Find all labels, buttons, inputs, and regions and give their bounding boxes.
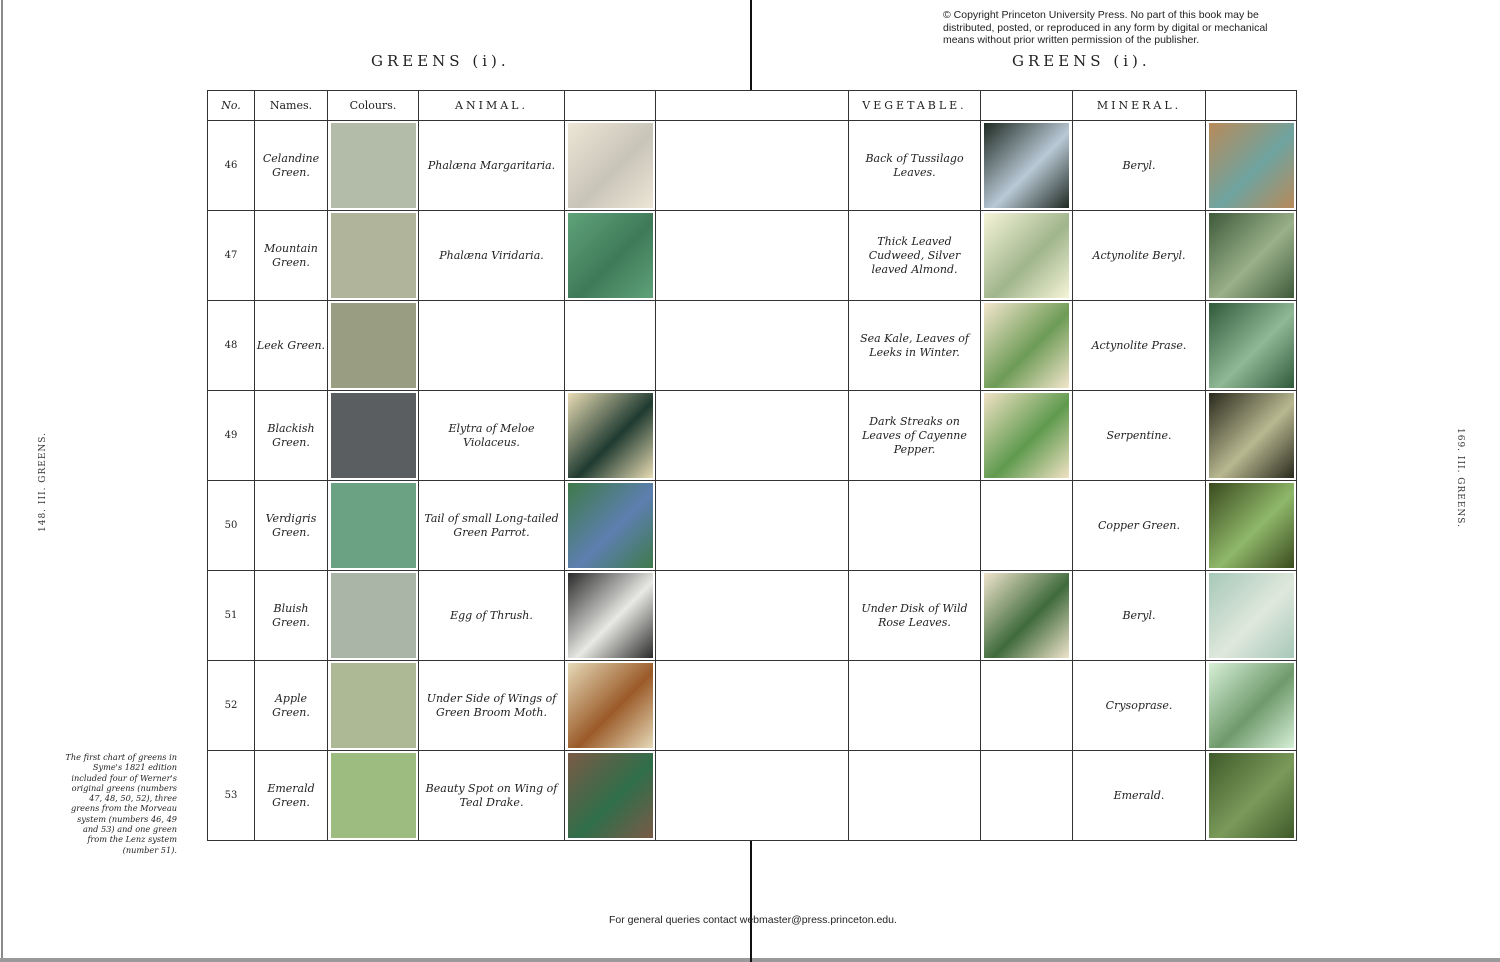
mineral-image-cell: [1206, 571, 1297, 661]
header-vegetable: VEGETABLE.: [849, 91, 981, 121]
header-names: Names.: [255, 91, 328, 121]
colour-swatch-cell: [328, 301, 419, 391]
actynolite-prase-specimen-image: [1209, 303, 1294, 388]
mineral-image-cell: [1206, 751, 1297, 841]
colour-swatch-cell: [328, 571, 419, 661]
gutter-cell: [656, 391, 849, 481]
page-edge-left: [1, 0, 3, 958]
mineral-description: Copper Green.: [1073, 481, 1206, 571]
colour-swatch-cell: [328, 211, 419, 301]
vegetable-description: Dark Streaks on Leaves of Cayenne Pepper.: [849, 391, 981, 481]
side-note: The first chart of greens in Syme's 1821 edition included four of Werner's original greens (numbers 47, 48, 50, 52), three greens from the Morveau system (numbers 46, 49 and 53) and one green from the Lenz system (number 51).: [65, 752, 177, 855]
table-row: [208, 301, 1297, 391]
vegetable-image-cell: [981, 121, 1073, 211]
colour-swatch: [331, 213, 416, 298]
animal-image-cell: [565, 751, 656, 841]
vegetable-image-cell: [981, 571, 1073, 661]
colour-swatch: [331, 123, 416, 208]
header-colours: Colours.: [328, 91, 419, 121]
colour-swatch: [331, 573, 416, 658]
right-page-title: GREENS (i).: [1012, 52, 1151, 70]
animal-description: Phalæna Margaritaria.: [419, 121, 565, 211]
colour-number: 47: [208, 211, 255, 301]
leek-stems-image: [984, 303, 1069, 388]
animal-description: [419, 301, 565, 391]
vegetable-image-cell: [981, 661, 1073, 751]
mineral-description: Actynolite Beryl.: [1073, 211, 1206, 301]
actynolite-beryl-specimen-image: [1209, 213, 1294, 298]
beryl-crystal-image: [1209, 573, 1294, 658]
dark-green-beetle-image: [568, 393, 653, 478]
dark-leaf-on-pale-blue-image: [984, 123, 1069, 208]
vegetable-description: [849, 481, 981, 571]
colour-name: Mountain Green.: [255, 211, 328, 301]
header-mineral: MINERAL.: [1073, 91, 1206, 121]
colour-swatch: [331, 393, 416, 478]
colour-swatch: [331, 483, 416, 568]
vegetable-description: Back of Tussilago Leaves.: [849, 121, 981, 211]
gutter-cell: [656, 121, 849, 211]
vegetable-description: Under Disk of Wild Rose Leaves.: [849, 571, 981, 661]
broom-moth-image: [568, 663, 653, 748]
mineral-description: Beryl.: [1073, 571, 1206, 661]
table-row: [208, 661, 1297, 751]
colour-number: 48: [208, 301, 255, 391]
colour-swatch: [331, 753, 416, 838]
mineral-image-cell: [1206, 391, 1297, 481]
mineral-description: Actynolite Prase.: [1073, 301, 1206, 391]
header-no: No.: [208, 91, 255, 121]
table-row: [208, 391, 1297, 481]
animal-image-cell: [565, 211, 656, 301]
parrot-tail-feathers-image: [568, 483, 653, 568]
header-vegetable-image: [981, 91, 1073, 121]
vegetable-image-cell: [981, 751, 1073, 841]
greens-chart-table: [207, 90, 1297, 841]
animal-image-cell: [565, 661, 656, 751]
vegetable-image-cell: [981, 211, 1073, 301]
mineral-description: Emerald.: [1073, 751, 1206, 841]
gutter-cell: [656, 751, 849, 841]
animal-description: Under Side of Wings of Green Broom Moth.: [419, 661, 565, 751]
colour-number: 46: [208, 121, 255, 211]
mineral-image-cell: [1206, 301, 1297, 391]
header-animal: ANIMAL.: [419, 91, 565, 121]
wild-rose-leaves-image: [984, 573, 1069, 658]
colour-number: 51: [208, 571, 255, 661]
vegetable-description: Sea Kale, Leaves of Leeks in Winter.: [849, 301, 981, 391]
vegetable-description: Thick Leaved Cudweed, Silver leaved Almond.: [849, 211, 981, 301]
colour-number: 53: [208, 751, 255, 841]
mineral-image-cell: [1206, 121, 1297, 211]
cudweed-leaves-image: [984, 213, 1069, 298]
gutter-cell: [656, 301, 849, 391]
gutter-cell: [656, 481, 849, 571]
colour-name: Leek Green.: [255, 301, 328, 391]
table-row: [208, 211, 1297, 301]
pepper-leaf-image: [984, 393, 1069, 478]
vegetable-description: [849, 661, 981, 751]
colour-swatch-cell: [328, 481, 419, 571]
table-row: [208, 751, 1297, 841]
mineral-image-cell: [1206, 481, 1297, 571]
table-row: [208, 481, 1297, 571]
vegetable-description: [849, 751, 981, 841]
animal-description: Egg of Thrush.: [419, 571, 565, 661]
chrysoprase-specimen-image: [1209, 663, 1294, 748]
emerald-specimen-image: [1209, 753, 1294, 838]
left-page-title: GREENS (i).: [371, 52, 510, 70]
copyright-notice: © Copyright Princeton University Press. No part of this book may be distributed, posted, or reproduced in any form by digital or mechanical means without prior written permission of the publisher.: [943, 9, 1268, 46]
thrush-eggs-image: [568, 573, 653, 658]
colour-swatch: [331, 303, 416, 388]
animal-image-cell: [565, 481, 656, 571]
animal-image-cell: [565, 391, 656, 481]
colour-swatch-cell: [328, 661, 419, 751]
mineral-description: Serpentine.: [1073, 391, 1206, 481]
animal-description: Tail of small Long-tailed Green Parrot.: [419, 481, 565, 571]
mineral-description: Crysoprase.: [1073, 661, 1206, 751]
gutter-cell: [656, 571, 849, 661]
vegetable-image-cell: [981, 481, 1073, 571]
colour-swatch: [331, 663, 416, 748]
animal-image-cell: [565, 121, 656, 211]
vegetable-image-cell: [981, 391, 1073, 481]
serpentine-specimen-image: [1209, 393, 1294, 478]
mineral-description: Beryl.: [1073, 121, 1206, 211]
mineral-image-cell: [1206, 661, 1297, 751]
animal-description: Beauty Spot on Wing of Teal Drake.: [419, 751, 565, 841]
right-running-head: 169. III. GREENS.: [1455, 428, 1465, 528]
header-mineral-image: [1206, 91, 1297, 121]
colour-swatch-cell: [328, 751, 419, 841]
colour-name: Blackish Green.: [255, 391, 328, 481]
animal-image-cell: [565, 571, 656, 661]
header-animal-image: [565, 91, 656, 121]
animal-description: Phalæna Viridaria.: [419, 211, 565, 301]
table-row: [208, 121, 1297, 211]
animal-description: Elytra of Meloe Violaceus.: [419, 391, 565, 481]
pale-moth-illustration-image: [568, 123, 653, 208]
header-gutter: [656, 91, 849, 121]
green-moth-illustration-image: [568, 213, 653, 298]
colour-number: 52: [208, 661, 255, 751]
footer-contact: For general queries contact webmaster@press.princeton.edu.: [609, 914, 897, 926]
table-header-row: [208, 91, 1297, 121]
table-row: [208, 571, 1297, 661]
colour-name: Celandine Green.: [255, 121, 328, 211]
teal-wing-feathers-image: [568, 753, 653, 838]
mineral-image-cell: [1206, 211, 1297, 301]
colour-name: Verdigris Green.: [255, 481, 328, 571]
malachite-specimen-image: [1209, 483, 1294, 568]
colour-number: 50: [208, 481, 255, 571]
colour-name: Bluish Green.: [255, 571, 328, 661]
colour-swatch-cell: [328, 391, 419, 481]
vegetable-image-cell: [981, 301, 1073, 391]
animal-image-cell: [565, 301, 656, 391]
colour-swatch-cell: [328, 121, 419, 211]
colour-name: Apple Green.: [255, 661, 328, 751]
colour-name: Emerald Green.: [255, 751, 328, 841]
gutter-cell: [656, 661, 849, 751]
colour-number: 49: [208, 391, 255, 481]
beryl-specimen-image: [1209, 123, 1294, 208]
gutter-cell: [656, 211, 849, 301]
left-running-head: 148. III. GREENS.: [38, 432, 48, 532]
